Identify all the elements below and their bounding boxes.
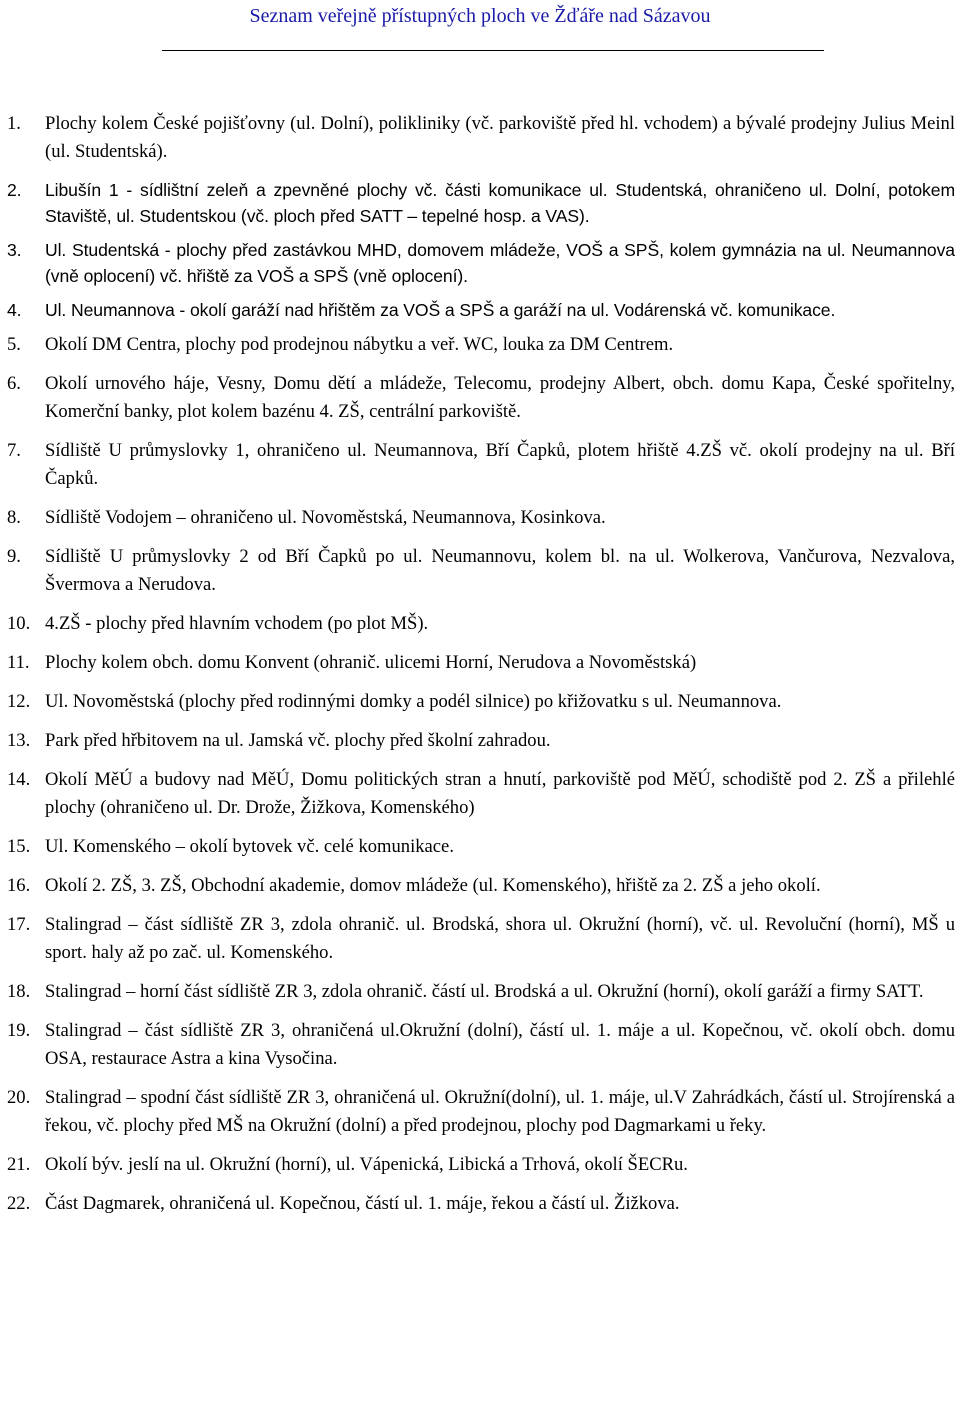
item-number: 6. xyxy=(7,373,21,394)
item-text: Ul. Studentská - plochy před zastávkou MHD, domovem mládeže, VOŠ a SPŠ, kolem gymnázia na ul. Neumannova (vně oplocení) vč. hřiště za VOŠ a SPŠ (vně oplocení). xyxy=(45,240,955,286)
list-item xyxy=(7,911,955,967)
list-item xyxy=(7,177,955,229)
item-number: 10. xyxy=(7,613,31,634)
item-number: 1. xyxy=(7,113,21,134)
list-item xyxy=(7,297,955,323)
list-item xyxy=(7,1151,955,1179)
list-item xyxy=(7,688,955,716)
list-item xyxy=(7,331,955,359)
item-text: Ul. Komenského – okolí bytovek vč. celé komunikace. xyxy=(45,836,454,857)
item-number: 3. xyxy=(7,240,22,260)
page-title: Seznam veřejně přístupných ploch ve Žďáře nad Sázavou xyxy=(249,5,711,27)
list-item xyxy=(7,1084,955,1140)
item-text: Plochy kolem České pojišťovny (ul. Dolní), polikliniky (vč. parkoviště před hl. vchodem) a bývalé prodejny Julius Meinl (ul. Studentská). xyxy=(45,113,955,162)
list-item xyxy=(7,370,955,426)
list-item xyxy=(7,543,955,599)
item-text: Okolí urnového háje, Vesny, Domu dětí a mládeže, Telecomu, prodejny Albert, obch. domu Kapa, České spořitelny, Komerční banky, plot kolem bazénu 4. ZŠ, centrální parkoviště. xyxy=(45,373,955,422)
list-item xyxy=(7,237,955,289)
item-number: 22. xyxy=(7,1193,31,1214)
item-text: Libušín 1 - sídlištní zeleň a zpevněné plochy vč. části komunikace ul. Studentská, ohraničeno ul. Dolní, potokem Staviště, ul. Studentskou (vč. ploch před SATT – tepelné hosp. a VAS). xyxy=(45,180,955,226)
item-number: 19. xyxy=(7,1020,31,1041)
list-item xyxy=(7,649,955,677)
item-text: Ul. Novoměstská (plochy před rodinnými domky a podél silnice) po křižovatku s ul. Neumannova. xyxy=(45,691,782,712)
item-number: 15. xyxy=(7,836,31,857)
item-number: 5. xyxy=(7,334,21,355)
item-number: 21. xyxy=(7,1154,31,1175)
list-item xyxy=(7,610,955,638)
list-item xyxy=(7,1190,955,1218)
item-text: Plochy kolem obch. domu Konvent (ohranič. ulicemi Horní, Nerudova a Novoměstská) xyxy=(45,652,697,673)
item-number: 11. xyxy=(7,652,30,673)
item-text: Stalingrad – horní část sídliště ZR 3, zdola ohranič. částí ul. Brodská a ul. Okružní (horní), okolí garáží a firmy SATT. xyxy=(45,981,924,1002)
item-number: 9. xyxy=(7,546,21,567)
list-item xyxy=(7,437,955,493)
item-text: Stalingrad – část sídliště ZR 3, zdola ohranič. ul. Brodská, shora ul. Okružní (horní), vč. ul. Revoluční (horní), MŠ u sport. haly až po zač. ul. Komenského. xyxy=(45,914,955,963)
item-number: 8. xyxy=(7,507,21,528)
item-text: Okolí MěÚ a budovy nad MěÚ, Domu politických stran a hnutí, parkoviště pod MěÚ, schodiště pod 2. ZŠ a přilehlé plochy (ohraničeno ul. Dr. Drože, Žižkova, Komenského) xyxy=(45,769,955,818)
item-number: 12. xyxy=(7,691,31,712)
list-item xyxy=(7,110,955,166)
list-item xyxy=(7,978,955,1006)
item-text: Ul. Neumannova - okolí garáží nad hřištěm za VOŠ a SPŠ a garáží na ul. Vodárenská vč. komunikace. xyxy=(45,300,836,320)
list-item xyxy=(7,766,955,822)
area-list xyxy=(7,110,955,1229)
list-item xyxy=(7,872,955,900)
item-text: Okolí býv. jeslí na ul. Okružní (horní), ul. Vápenická, Libická a Trhová, okolí ŠECRu. xyxy=(45,1154,688,1175)
item-number: 7. xyxy=(7,440,21,461)
item-number: 14. xyxy=(7,769,31,790)
item-text: Okolí DM Centra, plochy pod prodejnou nábytku a veř. WC, louka za DM Centrem. xyxy=(45,334,674,355)
list-item xyxy=(7,504,955,532)
item-number: 18. xyxy=(7,981,31,1002)
item-text: Část Dagmarek, ohraničená ul. Kopečnou, částí ul. 1. máje, řekou a částí ul. Žižkova. xyxy=(45,1193,680,1214)
item-number: 20. xyxy=(7,1087,31,1108)
list-item xyxy=(7,727,955,755)
title-underline xyxy=(162,50,824,51)
list-item xyxy=(7,1017,955,1073)
item-number: 4. xyxy=(7,300,22,320)
item-text: Stalingrad – spodní část sídliště ZR 3, ohraničená ul. Okružní(dolní), ul. 1. máje, ul.V Zahrádkách, částí ul. Strojírenská a řekou, vč. plochy před MŠ na Okružní (dolní) a před prodejnou, plochy pod Dagmarkami u řeky. xyxy=(45,1087,955,1136)
item-number: 17. xyxy=(7,914,31,935)
item-text: Sídliště U průmyslovky 1, ohraničeno ul. Neumannova, Bří Čapků, plotem hřiště 4.ZŠ vč. okolí prodejny na ul. Bří Čapků. xyxy=(45,440,955,489)
list-item xyxy=(7,833,955,861)
item-number: 16. xyxy=(7,875,31,896)
item-text: Okolí 2. ZŠ, 3. ZŠ, Obchodní akademie, domov mládeže (ul. Komenského), hřiště za 2. ZŠ a jeho okolí. xyxy=(45,875,821,896)
item-text: Sídliště U průmyslovky 2 od Bří Čapků po ul. Neumannovu, kolem bl. na ul. Wolkerova, Vančurova, Nezvalova, Švermova a Nerudova. xyxy=(45,546,955,595)
item-text: Park před hřbitovem na ul. Jamská vč. plochy před školní zahradou. xyxy=(45,730,551,751)
item-text: 4.ZŠ - plochy před hlavním vchodem (po plot MŠ). xyxy=(45,613,429,634)
item-text: Sídliště Vodojem – ohraničeno ul. Novoměstská, Neumannova, Kosinkova. xyxy=(45,507,606,528)
item-text: Stalingrad – část sídliště ZR 3, ohraničená ul.Okružní (dolní), částí ul. 1. máje a ul. Kopečnou, vč. okolí obch. domu OSA, restaurace Astra a kina Vysočina. xyxy=(45,1020,955,1069)
item-number: 2. xyxy=(7,180,22,200)
item-number: 13. xyxy=(7,730,31,751)
